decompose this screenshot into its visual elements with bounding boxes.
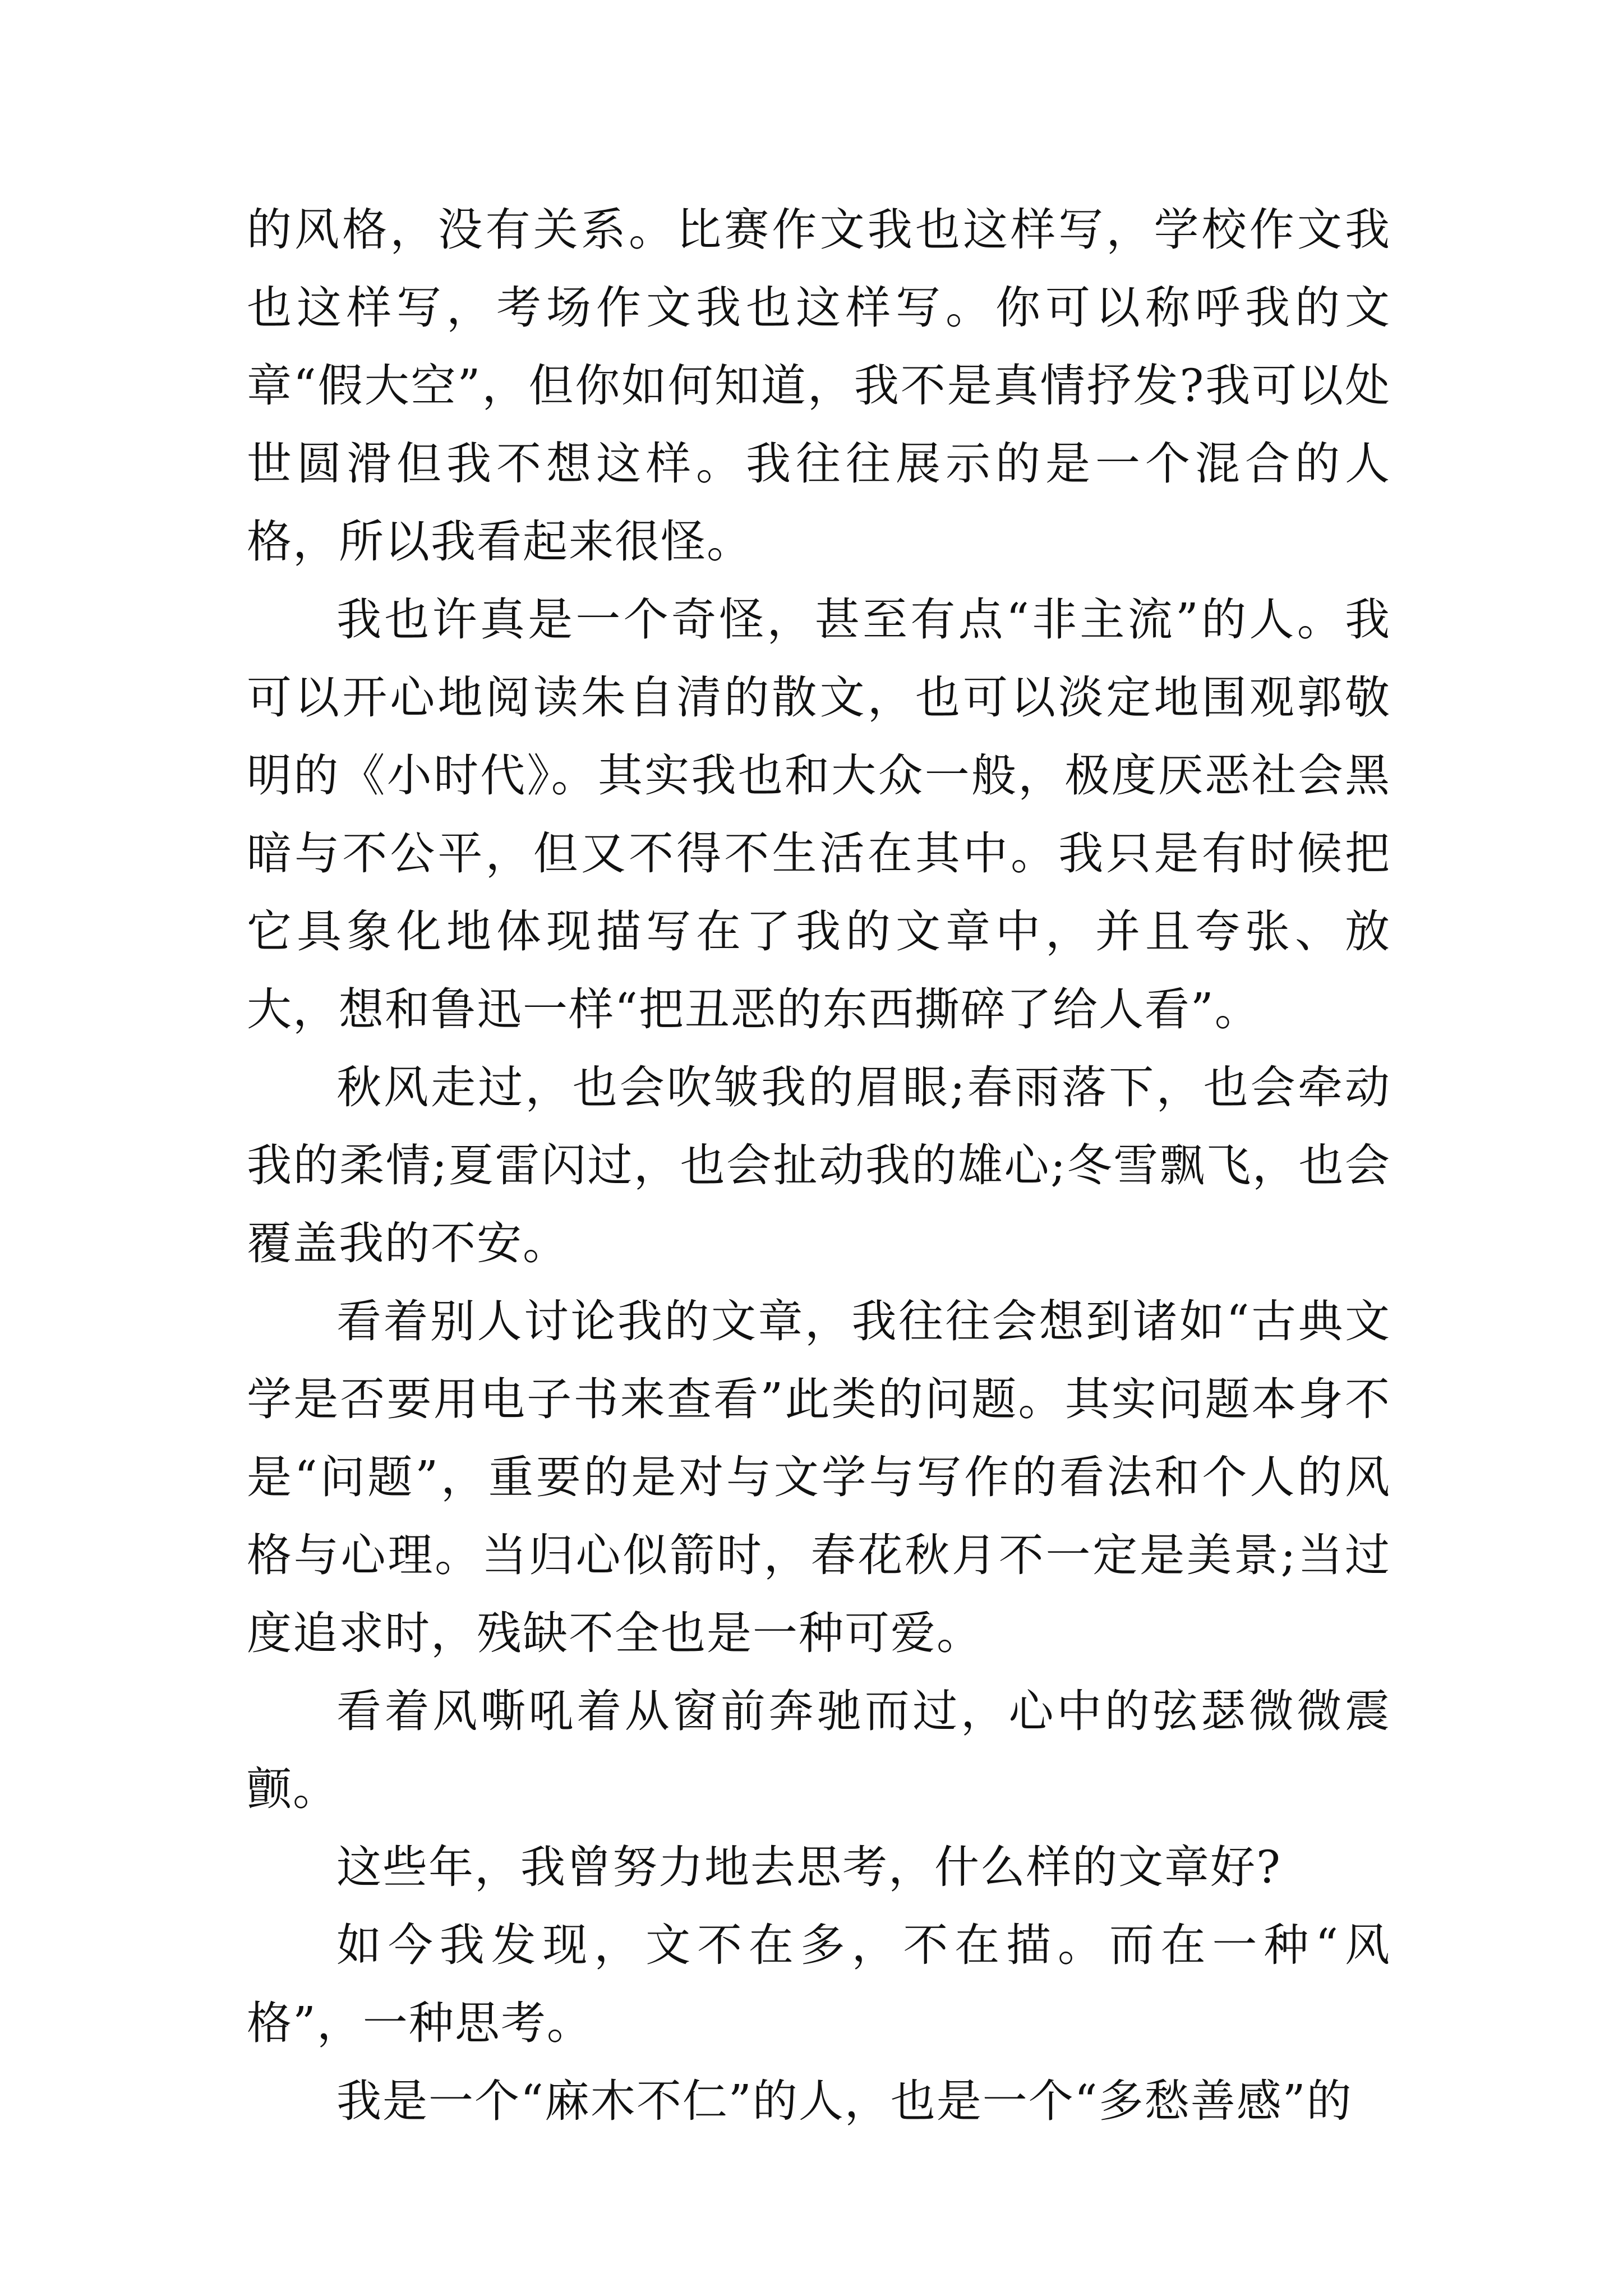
paragraph-7: 如今我发现，文不在多，不在描。而在一种“风格”，一种思考。 bbox=[247, 1919, 1391, 2049]
paragraph-6: 这些年，我曾努力地去思考，什么样的文章好? bbox=[336, 1841, 1281, 1893]
paragraph-8: 我是一个“麻木不仁”的人，也是一个“多愁善感”的 bbox=[336, 2075, 1353, 2127]
paragraph-4: 看着别人讨论我的文章，我往往会想到诸如“古典文学是否要用电子书来查看”此类的问题。其实问题本身不是“问题”，重要的是对与文学与写作的看法和个人的风格与心理。当归心似箭时，春花秋月不一定是美景;当过度追求时，残缺不全也是一种可爱。 bbox=[247, 1295, 1391, 1659]
paragraph-1: 的风格，没有关系。比赛作文我也这样写，学校作文我也这样写，考场作文我也这样写。你可以称呼我的文章“假大空”，但你如何知道，我不是真情抒发?我可以处世圆滑但我不想这样。我往往展示的是一个混合的人格，所以我看起来很怪。 bbox=[247, 204, 1391, 568]
paragraph-2: 我也许真是一个奇怪，甚至有点“非主流”的人。我可以开心地阅读朱自清的散文，也可以淡定地围观郭敬明的《小时代》。其实我也和大众一般，极度厌恶社会黑暗与不公平，但又不得不生活在其中。我只是有时候把它具象化地体现描写在了我的文章中，并且夸张、放大，想和鲁迅一样“把丑恶的东西撕碎了给人看”。 bbox=[247, 593, 1391, 1036]
body-text bbox=[247, 191, 1391, 2140]
paragraph-3: 秋风走过，也会吹皱我的眉眼;春雨落下，也会牵动我的柔情;夏雷闪过，也会扯动我的雄心;冬雪飘飞，也会覆盖我的不安。 bbox=[247, 1061, 1391, 1269]
paragraph-5: 看着风嘶吼着从窗前奔驰而过，心中的弦瑟微微震颤。 bbox=[247, 1685, 1391, 1815]
